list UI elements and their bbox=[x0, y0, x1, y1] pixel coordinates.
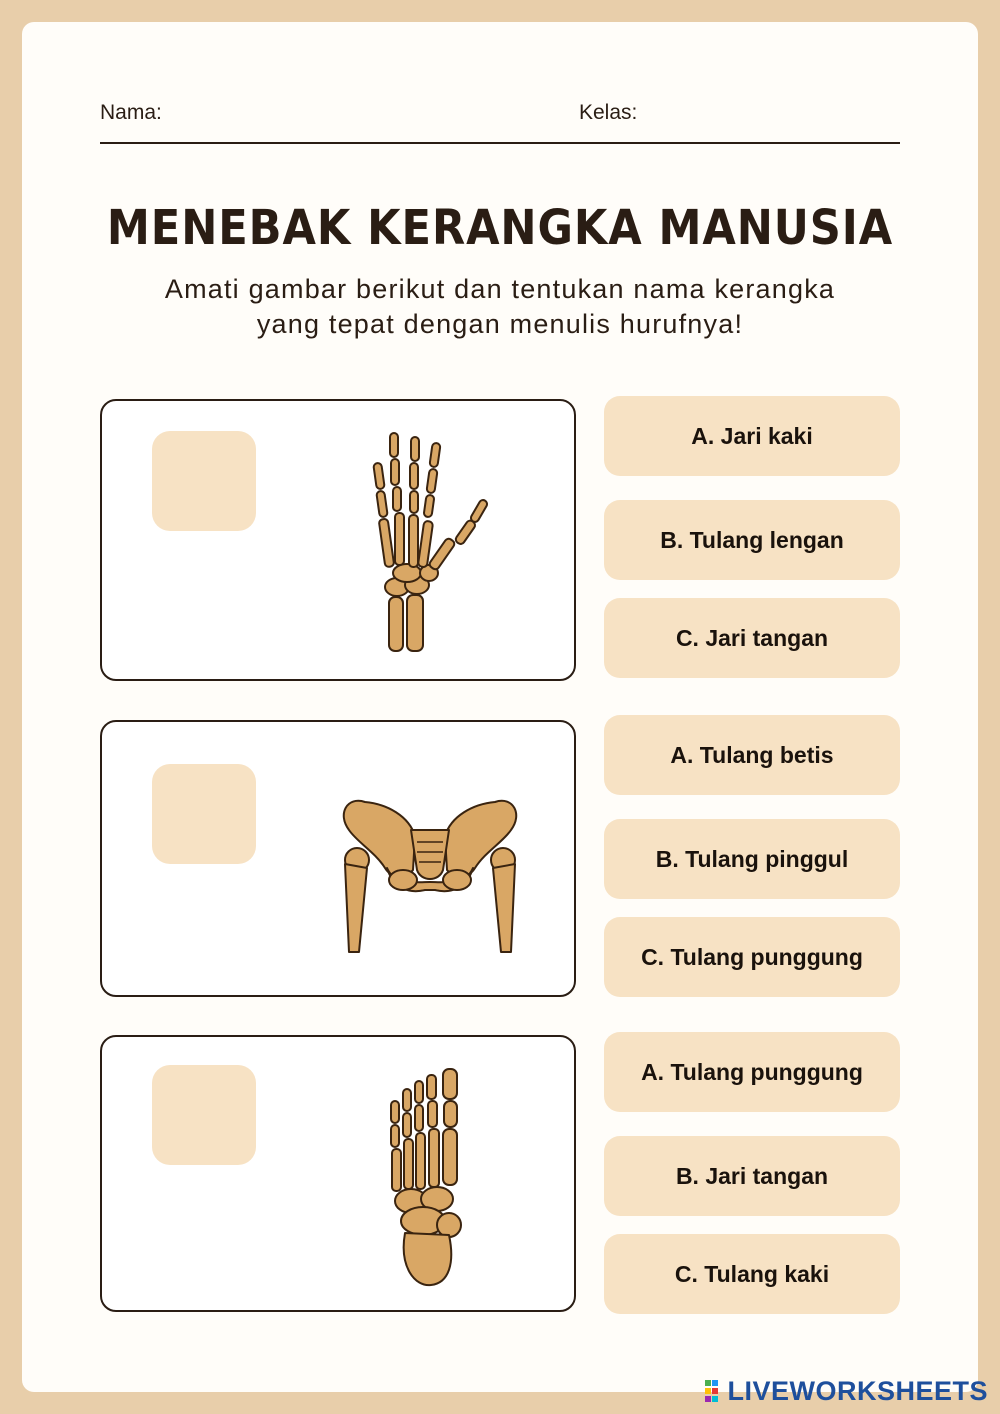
question-card-2 bbox=[100, 720, 576, 997]
liveworksheets-logo[interactable] bbox=[705, 1376, 988, 1406]
instructions-line-2: yang tepat dengan menulis hurufnya! bbox=[256, 309, 744, 339]
name-label: Nama: bbox=[100, 101, 162, 124]
hand-skeleton-icon bbox=[357, 427, 497, 655]
question-card-1 bbox=[100, 399, 576, 681]
name-class-line[interactable] bbox=[100, 142, 900, 144]
answer-input-1[interactable] bbox=[152, 431, 256, 531]
answer-input-3[interactable] bbox=[152, 1065, 256, 1165]
q3-option-c[interactable]: C. Tulang kaki bbox=[604, 1234, 900, 1314]
q2-option-b[interactable]: B. Tulang pinggul bbox=[604, 819, 900, 899]
liveworksheets-text: LIVEWORKSHEETS bbox=[727, 1375, 988, 1406]
q1-option-c[interactable]: C. Jari tangan bbox=[604, 598, 900, 678]
q2-option-c[interactable]: C. Tulang punggung bbox=[604, 917, 900, 997]
instructions bbox=[100, 272, 900, 342]
page-title: MENEBAK KERANGKA MANUSIA bbox=[106, 200, 894, 256]
liveworksheets-logo-icon bbox=[705, 1380, 725, 1402]
class-label: Kelas: bbox=[579, 101, 638, 124]
q3-option-a[interactable]: A. Tulang punggung bbox=[604, 1032, 900, 1112]
q3-option-b[interactable]: B. Jari tangan bbox=[604, 1136, 900, 1216]
question-card-3 bbox=[100, 1035, 576, 1312]
instructions-line-1: Amati gambar berikut dan tentukan nama kerangka bbox=[164, 274, 836, 304]
q1-option-b[interactable]: B. Tulang lengan bbox=[604, 500, 900, 580]
q2-option-a[interactable]: A. Tulang betis bbox=[604, 715, 900, 795]
pelvis-skeleton-icon bbox=[327, 790, 533, 960]
answer-input-2[interactable] bbox=[152, 764, 256, 864]
foot-skeleton-icon bbox=[385, 1067, 475, 1289]
q1-option-a[interactable]: A. Jari kaki bbox=[604, 396, 900, 476]
